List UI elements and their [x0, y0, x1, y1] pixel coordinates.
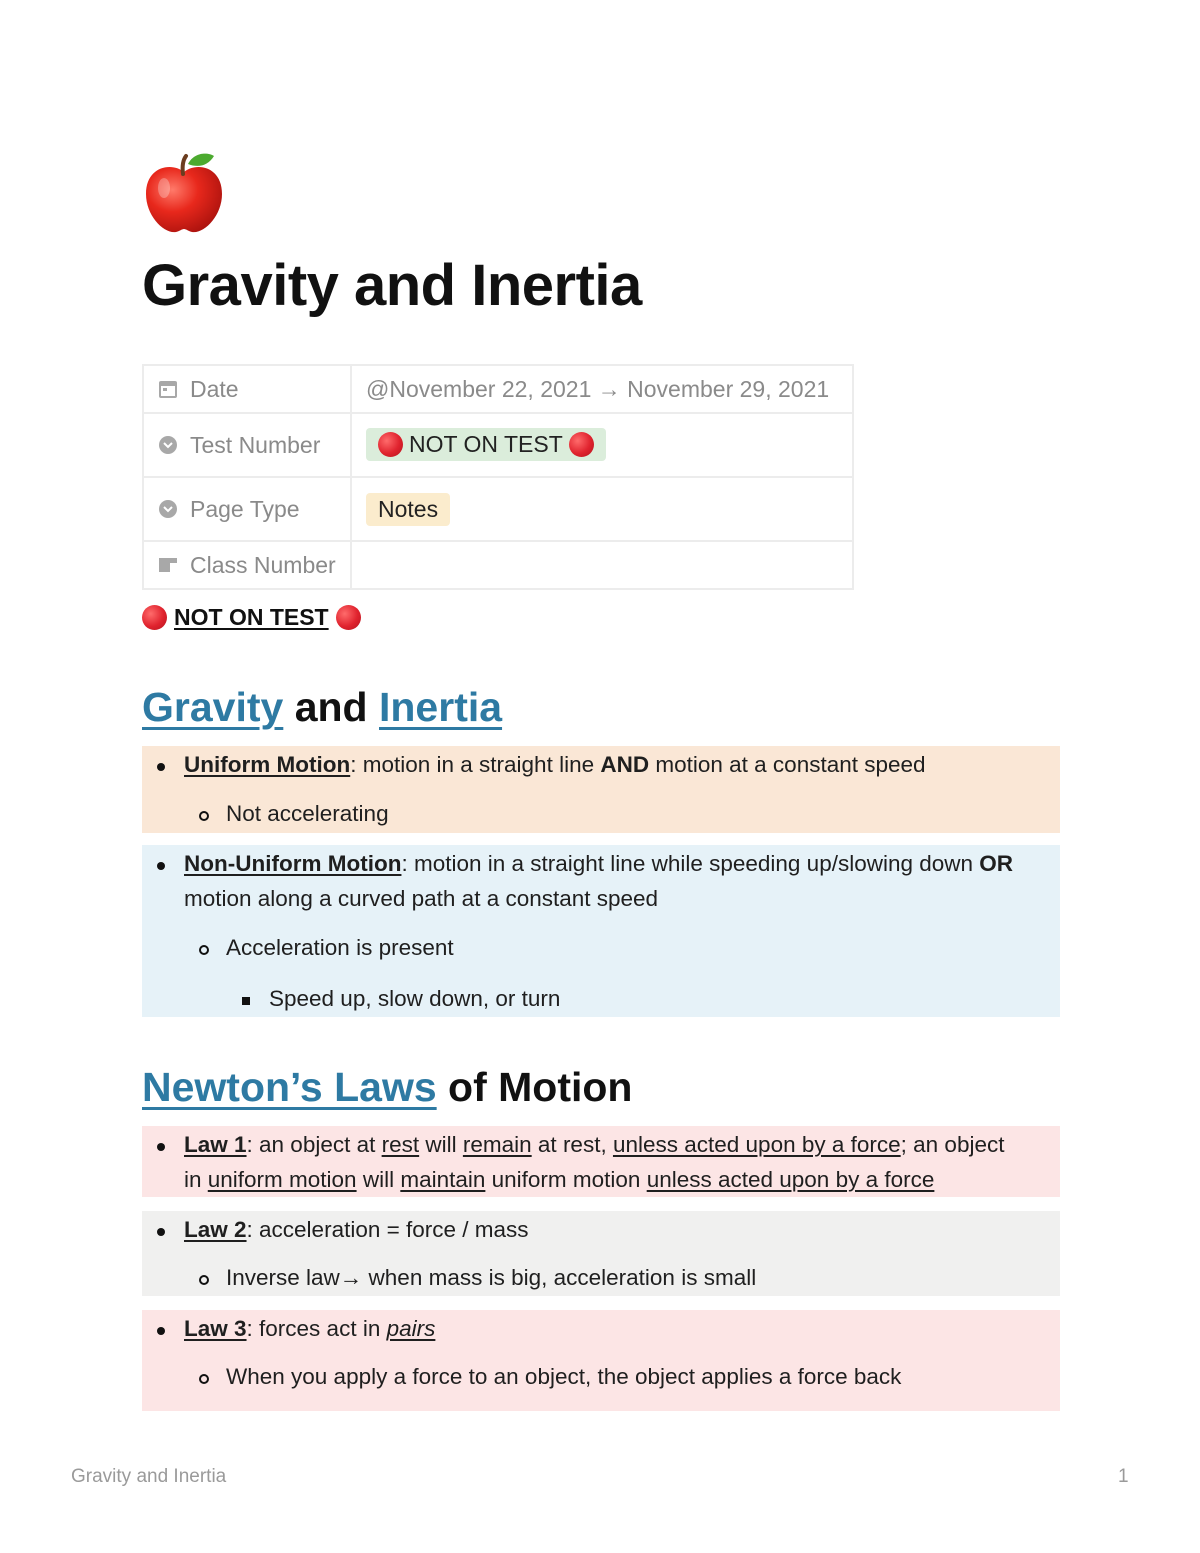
newtons-laws-link[interactable]: Newton’s Laws	[142, 1064, 437, 1110]
property-row-page-type	[143, 477, 853, 541]
section-heading-gravity-inertia: Gravity and Inertia	[142, 684, 503, 730]
list-item: Non-Uniform Motion: motion in a straight line while speeding up/slowing down OR	[184, 851, 1014, 876]
property-row-date	[143, 365, 853, 413]
list-item: Law 1: an object at rest will remain at rest, unless acted upon by a force; an object	[184, 1132, 1005, 1157]
property-row-class-number	[143, 541, 853, 589]
list-item: Uniform Motion: motion in a straight line AND motion at a constant speed	[184, 752, 926, 777]
section-heading-newtons-laws: Newton’s Laws of Motion	[142, 1064, 633, 1110]
callout-law-3	[142, 1310, 1060, 1411]
callout-law-1	[142, 1126, 1060, 1197]
list-item: Law 2: acceleration = force / mass	[184, 1217, 529, 1242]
test-number-tag[interactable]: NOT ON TEST	[366, 428, 606, 461]
class-number-value[interactable]	[351, 541, 853, 589]
text-property-icon	[158, 555, 178, 575]
list-item: Acceleration is present	[226, 935, 454, 960]
calendar-icon	[158, 379, 178, 399]
property-label: Class Number	[190, 551, 336, 578]
property-label: Test Number	[190, 431, 321, 458]
select-icon	[158, 435, 178, 455]
list-item-continuation: in uniform motion will maintain uniform motion unless acted upon by a force	[184, 1167, 935, 1192]
properties-table	[142, 364, 854, 590]
red-circle-icon	[336, 605, 361, 630]
list-item-continuation: motion along a curved path at a constant speed	[184, 886, 659, 911]
list-item: Speed up, slow down, or turn	[269, 986, 561, 1011]
callout-law-2	[142, 1211, 1060, 1296]
not-on-test-alert	[142, 604, 361, 631]
page-type-tag[interactable]: Notes	[366, 493, 450, 526]
property-row-test-number	[143, 413, 853, 477]
inertia-link[interactable]: Inertia	[379, 684, 503, 730]
alert-text: NOT ON TEST	[174, 604, 329, 630]
date-value[interactable]: @November 22, 2021 → November 29, 2021	[351, 365, 853, 413]
footer-title: Gravity and Inertia	[71, 1466, 227, 1487]
page-title: Gravity and Inertia	[142, 253, 642, 318]
red-circle-icon	[569, 432, 594, 457]
callout-non-uniform-motion	[142, 845, 1060, 1017]
callout-uniform-motion	[142, 746, 1060, 833]
property-label: Page Type	[190, 495, 300, 522]
list-item: When you apply a force to an object, the object applies a force back	[226, 1364, 902, 1389]
footer-page-number: 1	[1118, 1466, 1129, 1487]
select-icon	[158, 499, 178, 519]
list-item: Law 3: forces act in pairs	[184, 1316, 436, 1341]
gravity-link[interactable]: Gravity	[142, 684, 284, 730]
list-item: Not accelerating	[226, 801, 389, 826]
red-circle-icon	[142, 605, 167, 630]
property-label: Date	[190, 375, 239, 402]
list-item: Inverse law→ when mass is big, acceleration is small	[226, 1265, 757, 1290]
red-circle-icon	[378, 432, 403, 457]
apple-emoji-icon	[142, 150, 226, 236]
